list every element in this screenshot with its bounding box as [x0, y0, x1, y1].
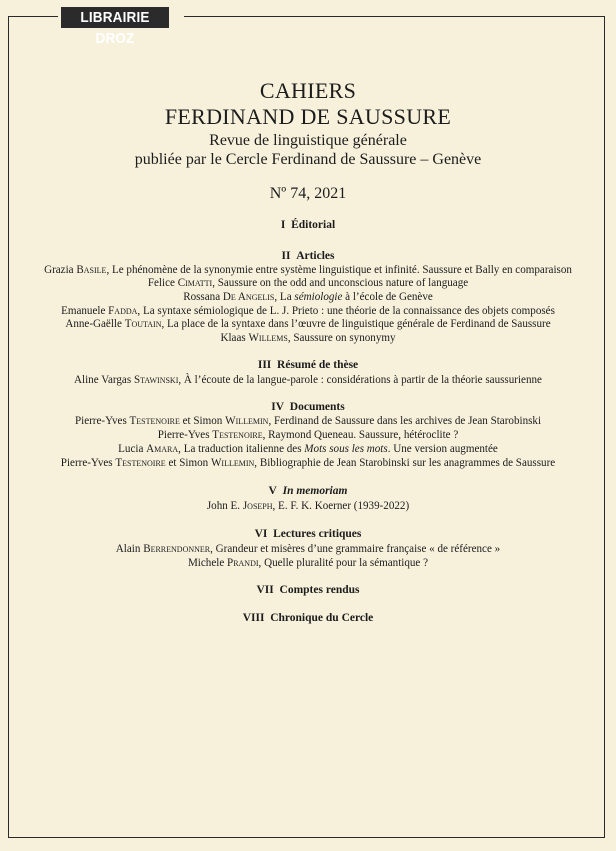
document-entry: Pierre-Yves Testenoire, Raymond Queneau. Saussure, hétéroclite ? — [157, 429, 459, 441]
memoriam-entry: John E. Joseph, E. F. K. Koerner (1939-2022) — [206, 500, 410, 512]
document-entry: Pierre-Yves Testenoire et Simon Willemin, Bibliographie de Jean Starobinski sur les anagrammes de Saussure — [60, 457, 556, 469]
article-entry: Grazia Basile, Le phénomène de la synonymie entre système linguistique et infinité. Saussure et Bally en comparaison — [44, 264, 572, 276]
article-entry: Felice Cimatti, Saussure on the odd and unconscious nature of language — [147, 277, 469, 289]
section-heading-comptes-rendus: VII Comptes rendus — [256, 584, 360, 596]
journal-title-line1: CAHIERS — [259, 78, 357, 103]
lecture-entry: Alain Berrendonner, Grandeur et misères d’une grammaire française « de référence » — [115, 543, 501, 555]
section-heading-memoriam: V In memoriam — [268, 485, 348, 497]
article-entry: Emanuele Fadda, La syntaxe sémiologique de L. J. Prieto : une théorie de la connaissance des objets composés — [61, 305, 555, 317]
section-heading-lectures: VI Lectures critiques — [254, 528, 362, 540]
document-entry: Pierre-Yves Testenoire et Simon Willemin, Ferdinand de Saussure dans les archives de Jean Starobinski — [74, 415, 542, 427]
article-entry: Rossana De Angelis, La sémiologie à l’école de Genève — [183, 291, 433, 303]
article-entry: Anne-Gaëlle Toutain, La place de la syntaxe dans l’œuvre de linguistique générale de Ferdinand de Saussure — [65, 318, 551, 330]
section-heading-chronique: VIII Chronique du Cercle — [242, 612, 374, 624]
section-heading-documents: IV Documents — [271, 401, 345, 413]
journal-subtitle-line2: publiée par le Cercle Ferdinand de Saussure – Genève — [134, 151, 482, 168]
publisher-logo-text: LIBRAIRIE DROZ — [80, 9, 150, 47]
section-heading-articles: II Articles — [281, 250, 335, 262]
publisher-logo — [61, 7, 169, 47]
journal-title-line2: FERDINAND DE SAUSSURE — [164, 104, 452, 129]
these-entry: Aline Vargas Stawinski, À l’écoute de la langue-parole : considérations à partir de la théorie saussurienne — [74, 374, 542, 386]
journal-subtitle-line1: Revue de linguistique générale — [209, 132, 407, 149]
article-entry: Klaas Willems, Saussure on synonymy — [220, 332, 396, 344]
section-heading-these: III Résumé de thèse — [257, 359, 359, 371]
section-heading-editorial: I Éditorial — [280, 219, 336, 231]
document-entry: Lucia Amara, La traduction italienne des Mots sous les mots. Une version augmentée — [118, 443, 498, 455]
lecture-entry: Michele Prandi, Quelle pluralité pour la sémantique ? — [187, 557, 429, 569]
issue-number: Nº 74, 2021 — [269, 185, 347, 202]
